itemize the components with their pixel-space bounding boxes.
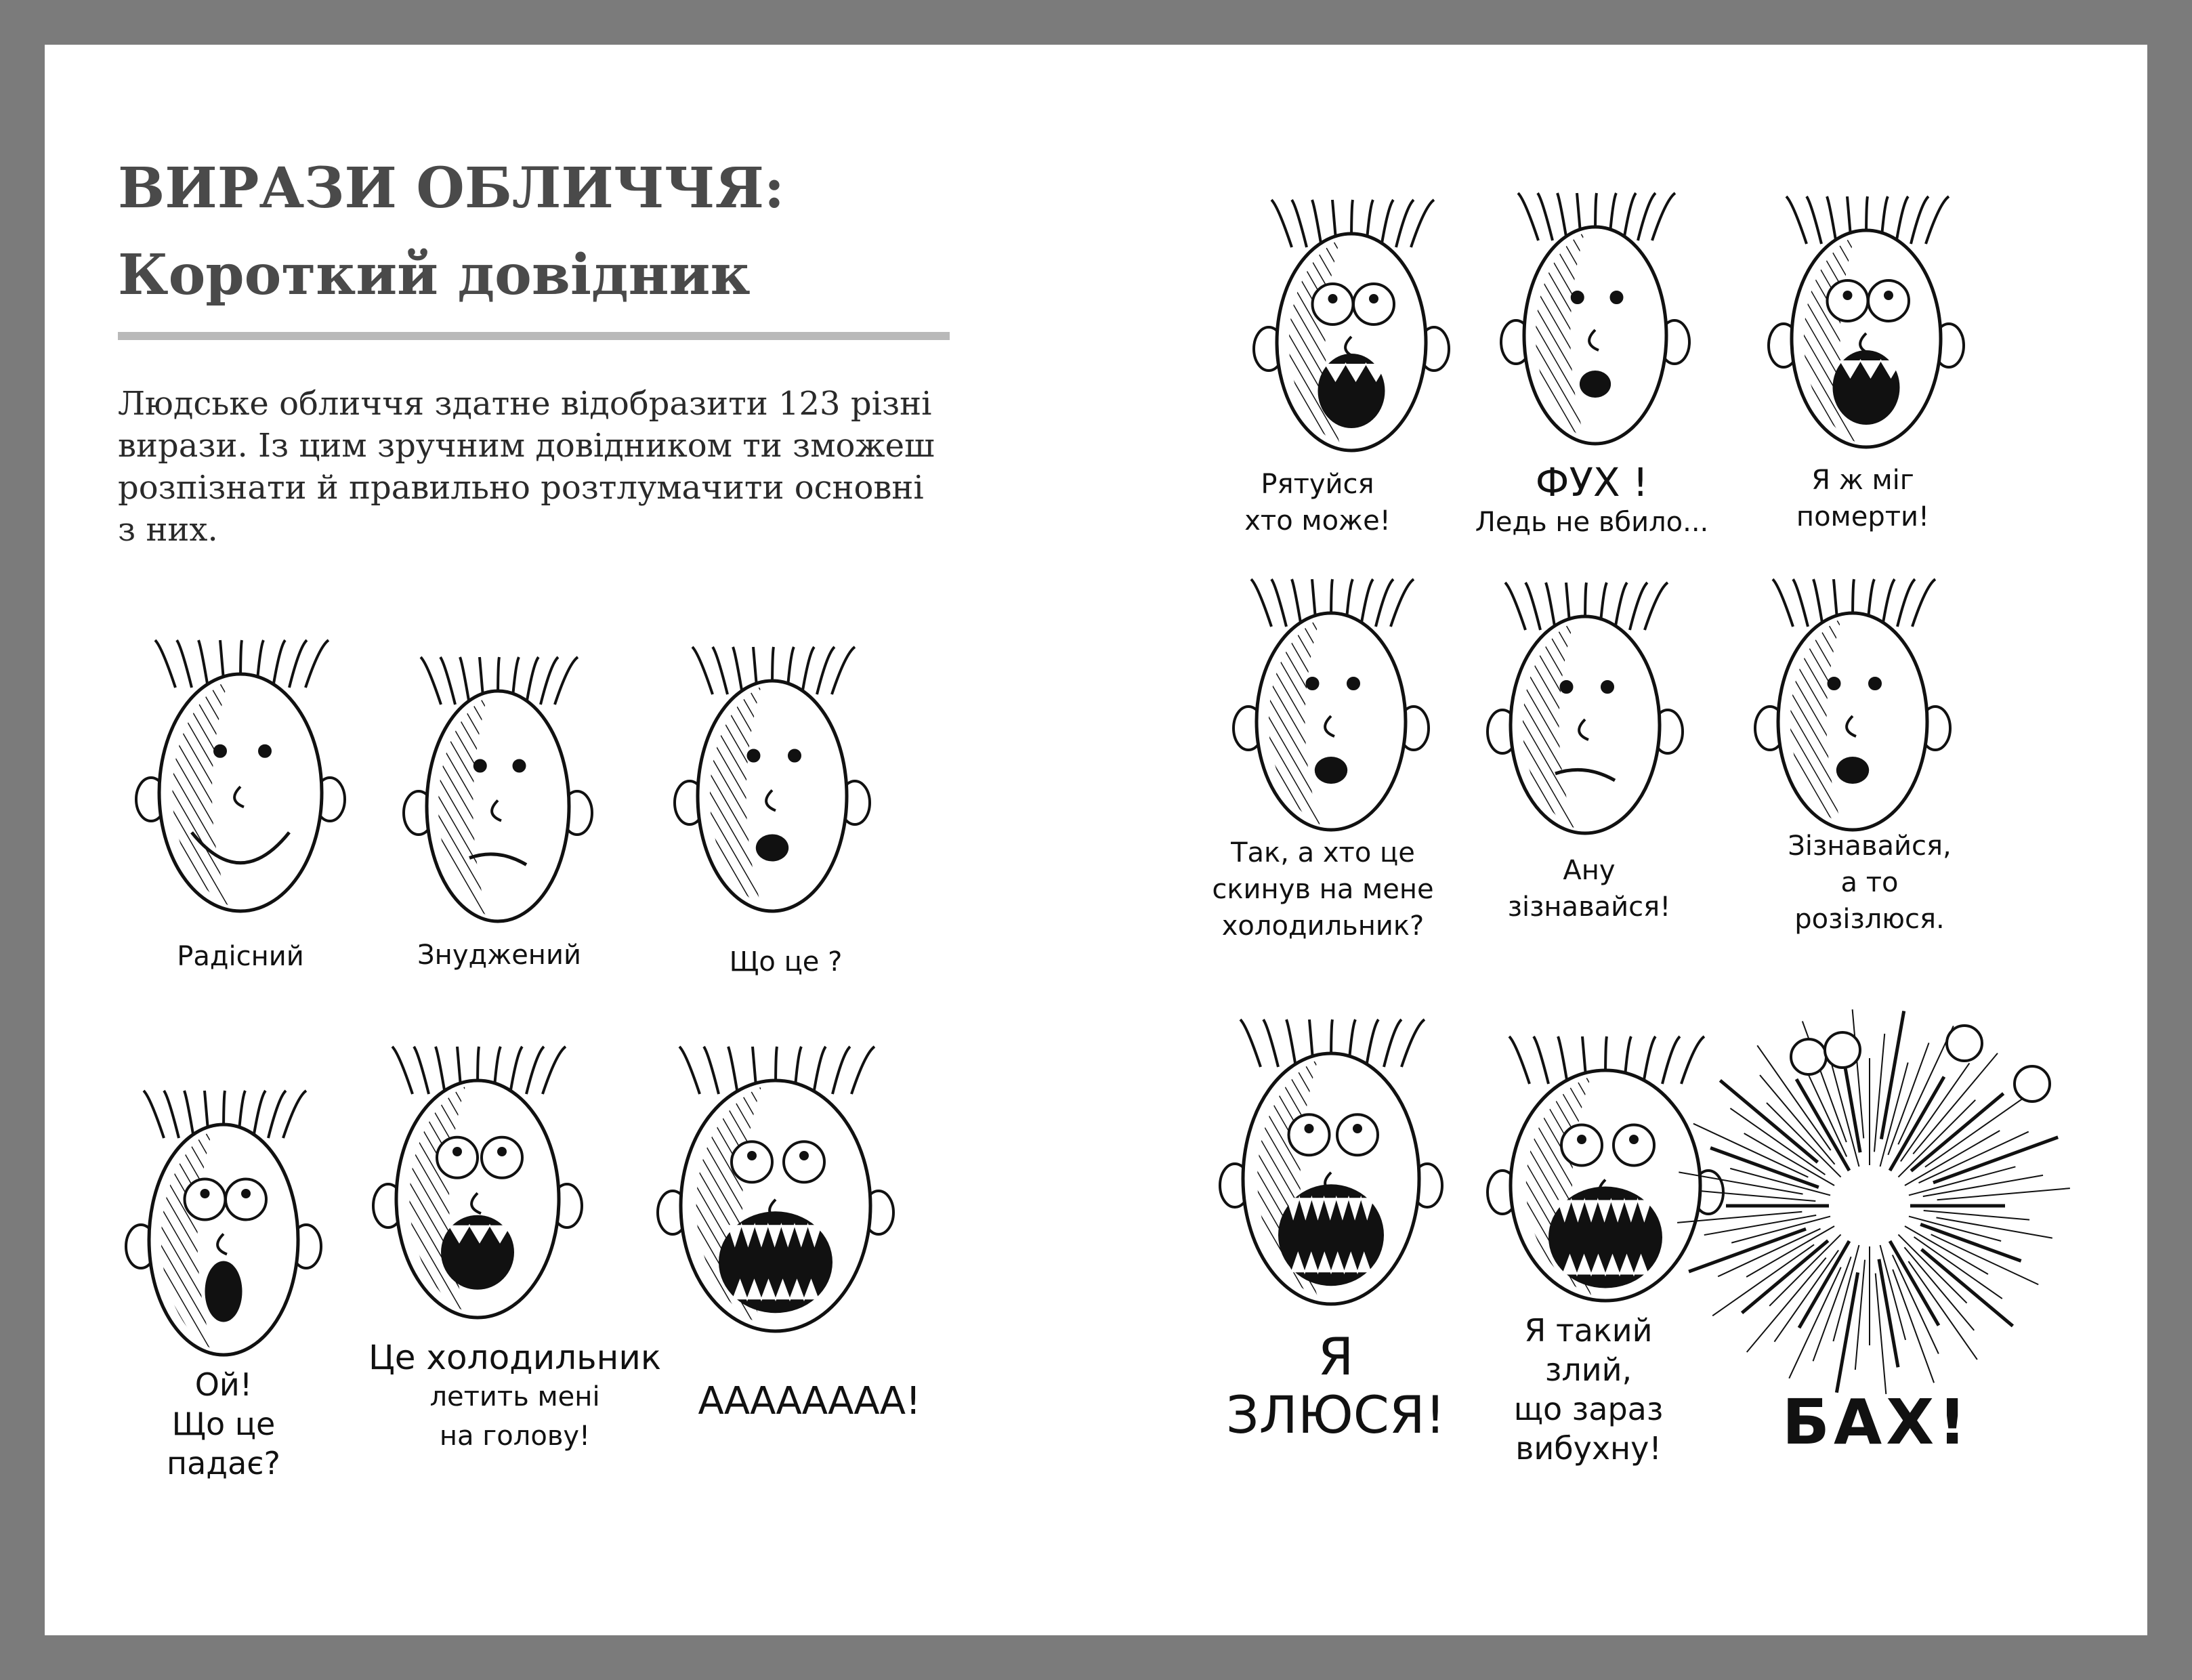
intro-line: Людське обличчя здатне відобразити 123 різні — [118, 385, 932, 423]
face-confess — [1488, 583, 1683, 833]
caption-bang: БАХ! — [1782, 1386, 1971, 1458]
intro-line: з них. — [118, 511, 218, 549]
caption-angry: Я ЗЛЮСЯ! — [1225, 1326, 1446, 1445]
caption-bored: Знуджений — [417, 940, 581, 971]
caption-get-angry: Зізнавайся, а то розізлюся. — [1788, 831, 1952, 935]
face-run — [1254, 200, 1449, 450]
caption-confess: Ану зізнавайся! — [1507, 855, 1671, 923]
face-fridge — [373, 1047, 582, 1318]
page-subtitle: Короткий довідник — [118, 243, 751, 308]
face-angry — [1220, 1020, 1442, 1304]
face-what — [675, 647, 870, 911]
face-scream — [658, 1047, 893, 1331]
face-could-die — [1769, 196, 1964, 447]
face-oops — [126, 1091, 321, 1355]
face-explode — [1488, 1036, 1723, 1301]
face-joyful — [136, 640, 345, 911]
caption-what: Що це ? — [729, 946, 843, 978]
face-who-threw — [1234, 579, 1429, 830]
explosion-burst — [1677, 1009, 2070, 1394]
face-bored — [404, 657, 592, 921]
caption-explode: Я такий злий, що зараз вибухну! — [1513, 1312, 1664, 1467]
caption-scream: АААААААА! — [698, 1379, 921, 1423]
caption-phew: ФУХ ! Ледь не вбило... — [1475, 459, 1709, 538]
caption-could-die: Я ж міг померти! — [1796, 465, 1930, 532]
caption-oops: Ой! Що це падає? — [167, 1366, 280, 1482]
face-phew — [1501, 193, 1689, 444]
page-title: ВИРАЗИ ОБЛИЧЧЯ: — [118, 156, 785, 221]
caption-fridge: Це холодильник летить мені на голову! — [368, 1338, 662, 1452]
caption-joyful: Радісний — [177, 941, 304, 972]
intro-line: розпізнати й правильно розтлумачити основні — [118, 469, 924, 507]
face-get-angry — [1755, 579, 1950, 830]
caption-run: Рятуйся хто може! — [1244, 469, 1391, 537]
caption-who-threw: Так, а хто це скинув на мене холодильник? — [1212, 837, 1434, 942]
intro-line: вирази. Із цим зручним довідником ти зможеш — [118, 427, 935, 465]
